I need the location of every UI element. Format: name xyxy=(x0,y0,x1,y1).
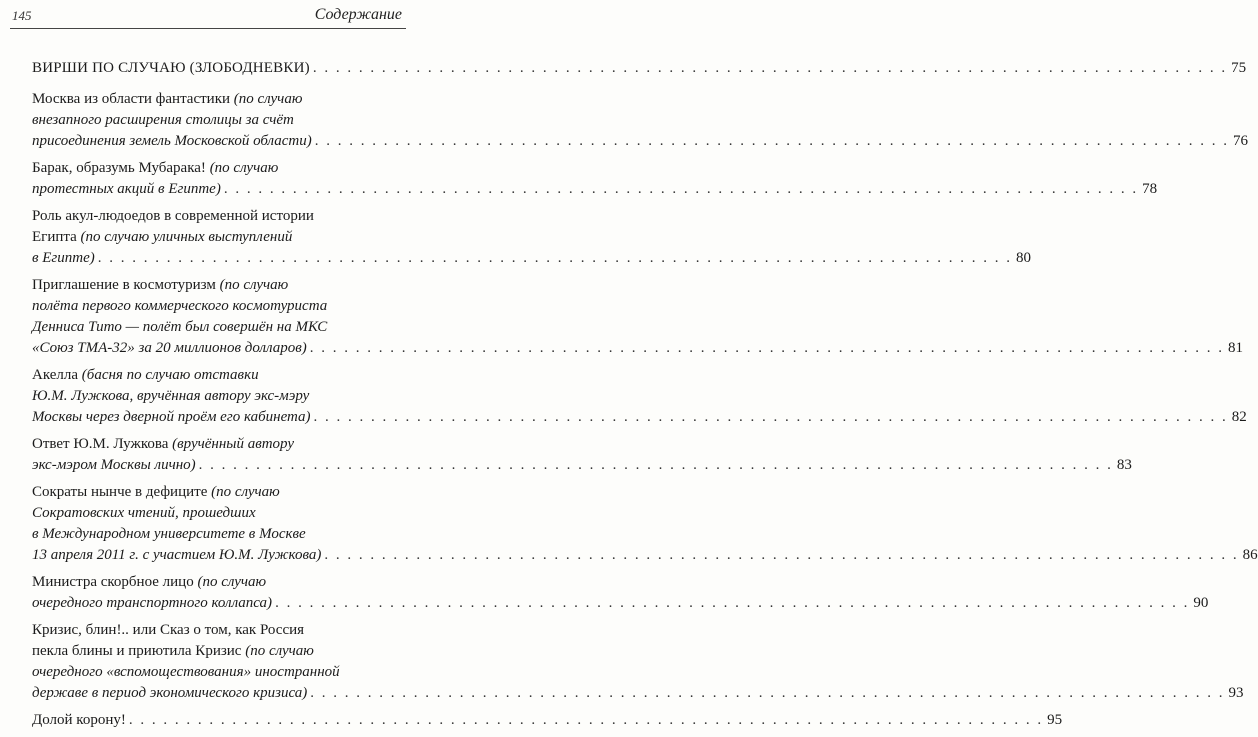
toc-entry-last-line xyxy=(32,545,1258,566)
toc-entry[interactable] xyxy=(32,482,1258,566)
toc-entry-note: Москвы через дверной проём его кабинета) xyxy=(32,409,311,425)
toc-entry-title: Ответ Ю.М. Лужкова xyxy=(32,436,173,452)
toc-entry-last-line xyxy=(32,455,1132,476)
toc-entry-title: Барак, образумь Мубарака! xyxy=(32,160,210,176)
toc-entry-last-text xyxy=(32,593,272,614)
toc-entry-last-text xyxy=(32,407,311,428)
toc-entry-note: державе в период экономического кризиса) xyxy=(32,685,308,701)
toc-entry-note: Сократовских чтений, прошедших xyxy=(32,505,256,521)
toc-entry-note: Денниса Тито — полёт был совершён на МКС xyxy=(32,319,328,335)
toc-entry-last-line xyxy=(32,131,1249,152)
toc-entry-title: Акелла xyxy=(32,367,82,383)
toc-entry-note: 13 апреля 2011 г. с участием Ю.М. Лужкова) xyxy=(32,547,322,563)
toc-entry[interactable] xyxy=(32,275,1243,359)
toc-entry-note: «Союз ТМА-32» за 20 миллионов долларов) xyxy=(32,340,307,356)
toc-entry-line xyxy=(32,158,370,179)
toc-entry-line xyxy=(32,365,370,386)
toc-entry-note: внезапного расширения столицы за счёт xyxy=(32,112,294,128)
toc-entry-last-line xyxy=(32,710,1063,731)
dot-leader: . . . . . . . . . . . . . . . . . . . . . . . . . . . . . . . . . . . . . . . . . . . . . . . . . . . . . . . . . . . . . . . . . . . . . . . . . . . . . . . . xyxy=(275,595,1190,611)
dot-leader: . . . . . . . . . . . . . . . . . . . . . . . . . . . . . . . . . . . . . . . . . . . . . . . . . . . . . . . . . . . . . . . . . . . . . . . . . . . . . . . . xyxy=(312,60,1228,76)
toc-entry-title: Кризис, блин!.. или Сказ о том, как Россия xyxy=(32,622,305,638)
toc-entry[interactable] xyxy=(32,58,1247,79)
toc-entry-note: протестных акций в Египте) xyxy=(32,181,221,197)
toc-entry-note: (по случаю xyxy=(211,484,280,500)
toc-entry[interactable] xyxy=(32,620,1244,704)
toc-entry-last-text xyxy=(32,545,321,566)
dot-leader: . . . . . . . . . . . . . . . . . . . . . . . . . . . . . . . . . . . . . . . . . . . . . . . . . . . . . . . . . . . . . . . . . . . . . . . . . . . . . . . . xyxy=(313,409,1228,425)
toc-entry[interactable] xyxy=(32,365,1247,428)
toc-entry[interactable] xyxy=(32,434,1132,476)
toc-entry-line xyxy=(32,503,370,524)
toc-page-number: 78 xyxy=(1142,181,1158,197)
toc-page-number: 95 xyxy=(1047,712,1063,728)
toc-entry-title: Долой корону! xyxy=(32,712,126,728)
toc-page-number: 81 xyxy=(1227,340,1243,356)
toc-entry-line xyxy=(32,275,370,296)
toc-page-number: 76 xyxy=(1233,133,1249,149)
toc-entry-note: (по случаю xyxy=(219,277,289,293)
toc-entry-last-text xyxy=(32,683,307,704)
toc-entry-last-line xyxy=(32,683,1244,704)
toc-entry-line xyxy=(32,296,370,317)
toc-entry-note: (басня по случаю отставки xyxy=(81,367,259,383)
toc-entry-note: очередного «вспомоществования» иностранной xyxy=(32,664,340,680)
toc-entry-line xyxy=(32,641,370,662)
toc-page-number: 82 xyxy=(1231,409,1247,425)
toc-page-number: 90 xyxy=(1193,595,1209,611)
toc-entry-note: (по случаю xyxy=(233,91,303,107)
toc-entry-note: в Международном университете в Москве xyxy=(32,526,306,542)
dot-leader: . . . . . . . . . . . . . . . . . . . . . . . . . . . . . . . . . . . . . . . . . . . . . . . . . . . . . . . . . . . . . . . . . . . . . . . . . . . . . . . . xyxy=(198,457,1113,473)
toc-entry-title: Министра скорбное лицо xyxy=(32,574,198,590)
toc-entry-line xyxy=(32,434,370,455)
toc-entry[interactable] xyxy=(32,158,1158,200)
toc-entry-title: пекла блины и приютила Кризис xyxy=(32,643,246,659)
toc-entry-line xyxy=(32,572,370,593)
toc-entry-last-line xyxy=(32,58,1247,79)
toc-entry-note: Ю.М. Лужкова, вручённая автору экс-мэру xyxy=(32,388,310,404)
table-of-contents xyxy=(32,58,1258,737)
toc-entry-note: в Египте) xyxy=(32,250,95,266)
toc-entry[interactable] xyxy=(32,710,1063,731)
toc-entry-note: (по случаю xyxy=(209,160,279,176)
toc-entry-note: (вручённый автору xyxy=(172,436,295,452)
running-head xyxy=(0,0,416,42)
dot-leader: . . . . . . . . . . . . . . . . . . . . . . . . . . . . . . . . . . . . . . . . . . . . . . . . . . . . . . . . . . . . . . . . . . . . . . . . . . . . . . . . xyxy=(97,250,1013,266)
toc-entry-line xyxy=(32,227,370,248)
header-rule xyxy=(10,28,406,29)
dot-leader: . . . . . . . . . . . . . . . . . . . . . . . . . . . . . . . . . . . . . . . . . . . . . . . . . . . . . . . . . . . . . . . . . . . . . . . . . . . . . . . . xyxy=(314,133,1230,149)
toc-page-number: 93 xyxy=(1228,685,1244,701)
toc-entry[interactable] xyxy=(32,89,1249,152)
toc-entry[interactable] xyxy=(32,572,1209,614)
toc-entry-line xyxy=(32,317,370,338)
toc-entry-last-line xyxy=(32,338,1243,359)
toc-entry-line xyxy=(32,89,370,110)
toc-entry-last-text xyxy=(32,338,307,359)
toc-entry-note: присоединения земель Московской области) xyxy=(32,133,312,149)
dot-leader: . . . . . . . . . . . . . . . . . . . . . . . . . . . . . . . . . . . . . . . . . . . . . . . . . . . . . . . . . . . . . . . . . . . . . . . . . . . . . . . . xyxy=(324,547,1239,563)
toc-entry-note: экс-мэром Москвы лично) xyxy=(32,457,196,473)
toc-entry-title: Сократы нынче в дефиците xyxy=(32,484,212,500)
toc-entry-last-text xyxy=(32,710,126,731)
toc-page-number: 75 xyxy=(1231,60,1247,76)
toc-entry-note: очередного транспортного коллапса) xyxy=(32,595,273,611)
toc-entry-note: (по случаю уличных выступлений xyxy=(80,229,293,245)
toc-entry-line xyxy=(32,662,370,683)
toc-entry-line xyxy=(32,386,370,407)
toc-page-number: 83 xyxy=(1116,457,1132,473)
toc-entry-line xyxy=(32,524,370,545)
toc-entry-last-text xyxy=(32,179,221,200)
toc-entry-last-line xyxy=(32,248,1032,269)
toc-entry-line xyxy=(32,206,370,227)
toc-entry-title: Москва из области фантастики xyxy=(32,91,234,107)
toc-entry-last-line xyxy=(32,593,1209,614)
toc-entry-line xyxy=(32,482,370,503)
toc-page-number: 80 xyxy=(1016,250,1032,266)
toc-entry-line xyxy=(32,620,370,641)
dot-leader: . . . . . . . . . . . . . . . . . . . . . . . . . . . . . . . . . . . . . . . . . . . . . . . . . . . . . . . . . . . . . . . . . . . . . . . . . . . . . . . . xyxy=(128,712,1044,728)
toc-entry-title: Роль акул-людоедов в современной истории xyxy=(32,208,314,224)
toc-entry-title: Египта xyxy=(32,229,81,245)
toc-page-number: 86 xyxy=(1242,547,1258,563)
dot-leader: . . . . . . . . . . . . . . . . . . . . . . . . . . . . . . . . . . . . . . . . . . . . . . . . . . . . . . . . . . . . . . . . . . . . . . . . . . . . . . . . xyxy=(310,685,1225,701)
section-title: Содержание xyxy=(314,6,402,23)
page-number: 145 xyxy=(12,8,32,23)
toc-entry-last-line xyxy=(32,179,1158,200)
toc-entry-last-text xyxy=(32,455,196,476)
toc-entry-last-text xyxy=(32,58,310,79)
toc-entry-note: (по случаю xyxy=(197,574,267,590)
dot-leader: . . . . . . . . . . . . . . . . . . . . . . . . . . . . . . . . . . . . . . . . . . . . . . . . . . . . . . . . . . . . . . . . . . . . . . . . . . . . . . . . xyxy=(223,181,1139,197)
toc-entry-title: ВИРШИ ПО СЛУЧАЮ (ЗЛОБОДНЕВКИ) xyxy=(32,60,310,76)
toc-entry-note: полёта первого коммерческого космотуриста xyxy=(32,298,328,314)
toc-entry-title: Приглашение в космотуризм xyxy=(32,277,220,293)
toc-entry-last-text xyxy=(32,248,95,269)
dot-leader: . . . . . . . . . . . . . . . . . . . . . . . . . . . . . . . . . . . . . . . . . . . . . . . . . . . . . . . . . . . . . . . . . . . . . . . . . . . . . . . . xyxy=(309,340,1224,356)
toc-entry-note: (по случаю xyxy=(245,643,314,659)
toc-entry[interactable] xyxy=(32,206,1032,269)
toc-entry-last-text xyxy=(32,131,312,152)
toc-entry-last-line xyxy=(32,407,1247,428)
toc-entry-line xyxy=(32,110,370,131)
